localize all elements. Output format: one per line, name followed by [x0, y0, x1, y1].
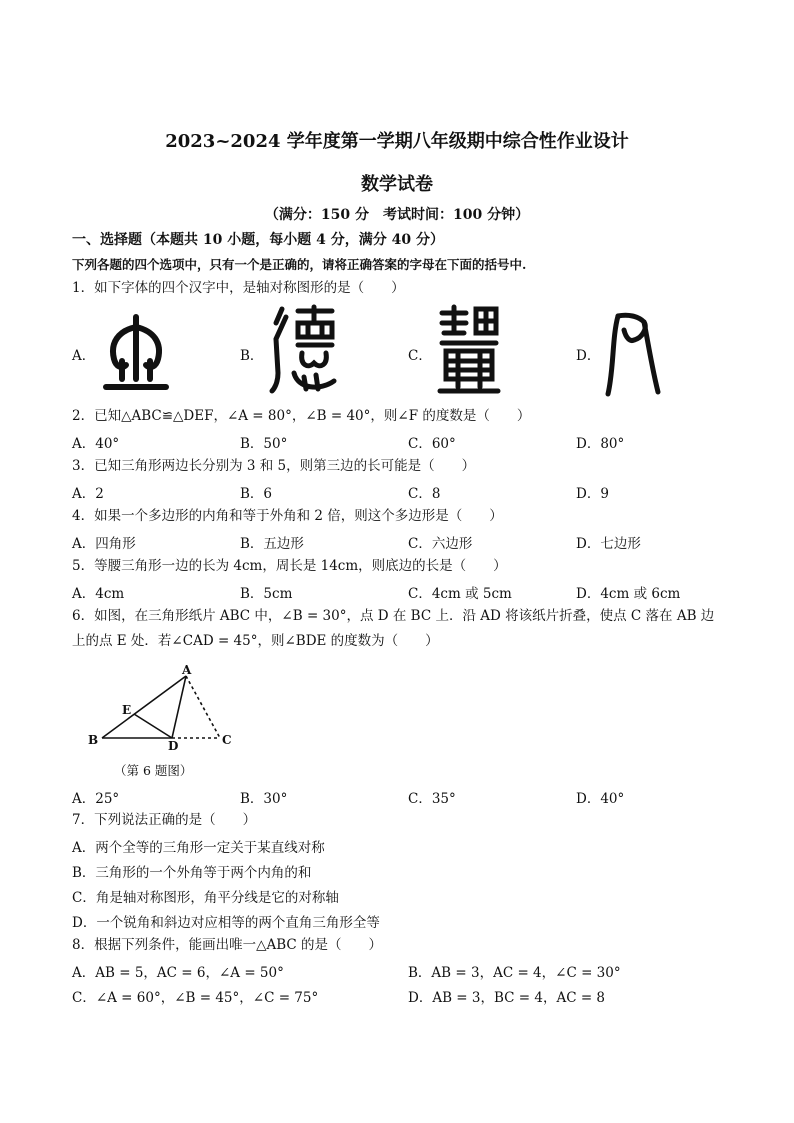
question-5-option-d[interactable]: D．4cm 或 6cm: [576, 586, 681, 602]
figure-label-d: D: [168, 739, 179, 752]
question-3-option-d[interactable]: D．9: [576, 486, 609, 502]
question-1-option-d[interactable]: D．: [576, 348, 601, 364]
question-8-option-b[interactable]: B．AB = 3，AC = 4，∠C = 30°: [408, 965, 621, 981]
question-1-option-b[interactable]: B．: [240, 348, 264, 364]
question-2-option-a[interactable]: A．40°: [72, 436, 120, 452]
question-2-option-b[interactable]: B．50°: [240, 436, 288, 452]
paper-subtitle: 数学试卷: [361, 174, 433, 195]
question-2-option-c[interactable]: C．60°: [408, 436, 456, 452]
figure-label-e: E: [122, 703, 132, 717]
question-4-option-d[interactable]: D．七边形: [576, 536, 641, 552]
question-2-stem: 2．已知△ABC≌△DEF，∠A = 80°，∠B = 40°，则∠F 的度数是（ ）: [72, 408, 531, 424]
question-1-option-c[interactable]: C．: [408, 348, 432, 364]
seal-glyph-a-image: [100, 313, 172, 395]
seal-glyph-c-image: [436, 303, 502, 395]
paper-title: 2023~2024 学年度第一学期八年级期中综合性作业设计: [165, 131, 629, 152]
question-3-option-b[interactable]: B．6: [240, 486, 273, 502]
question-7-option-d[interactable]: D．一个锐角和斜边对应相等的两个直角三角形全等: [72, 915, 380, 931]
question-6-option-c[interactable]: C．35°: [408, 791, 456, 807]
section-heading: 一、选择题（本题共 10 小题，每小题 4 分，满分 40 分）: [72, 232, 444, 248]
figure-label-a: A: [182, 663, 192, 677]
question-6-stem-line-2: 上的点 E 处．若∠CAD = 45°，则∠BDE 的度数为（ ）: [72, 633, 439, 649]
question-4-option-a[interactable]: A．四角形: [72, 536, 136, 552]
question-6-option-d[interactable]: D．40°: [576, 791, 625, 807]
question-8-option-c[interactable]: C．∠A = 60°，∠B = 45°，∠C = 75°: [72, 990, 319, 1006]
seal-glyph-b-image: [268, 303, 340, 395]
question-3-stem: 3．已知三角形两边长分别为 3 和 5，则第三边的长可能是（ ）: [72, 458, 476, 474]
question-8-option-a[interactable]: A．AB = 5，AC = 6，∠A = 50°: [72, 965, 284, 981]
section-instruction: 下列各题的四个选项中，只有一个是正确的，请将正确答案的字母在下面的括号中.: [72, 257, 527, 272]
question-6-option-a[interactable]: A．25°: [72, 791, 120, 807]
question-5-option-b[interactable]: B．5cm: [240, 586, 293, 602]
question-3-option-a[interactable]: A．2: [72, 486, 104, 502]
question-4-option-b[interactable]: B．五边形: [240, 536, 304, 552]
paper-info: （满分：150 分 考试时间：100 分钟）: [264, 207, 530, 223]
question-6-stem-line-1: 6．如图，在三角形纸片 ABC 中，∠B = 30°，点 D 在 BC 上．沿 AD 将该纸片折叠，使点 C 落在 AB 边: [72, 608, 715, 624]
question-2-option-d[interactable]: D．80°: [576, 436, 625, 452]
question-5-option-a[interactable]: A．4cm: [72, 586, 125, 602]
question-4-option-c[interactable]: C．六边形: [408, 536, 473, 552]
question-5-stem: 5．等腰三角形一边的长为 4cm，周长是 14cm，则底边的长是（ ）: [72, 558, 507, 574]
question-1-option-a[interactable]: A．: [72, 348, 96, 364]
figure-label-b: B: [88, 733, 99, 747]
question-3-option-c[interactable]: C．8: [408, 486, 441, 502]
question-6-figure-caption: （第 6 题图）: [114, 763, 193, 778]
question-7-option-c[interactable]: C．角是轴对称图形，角平分线是它的对称轴: [72, 890, 339, 906]
question-7-option-b[interactable]: B．三角形的一个外角等于两个内角的和: [72, 865, 312, 881]
question-7-option-a[interactable]: A．两个全等的三角形一定关于某直线对称: [72, 840, 325, 856]
question-5-option-c[interactable]: C．4cm 或 5cm: [408, 586, 512, 602]
question-8-option-d[interactable]: D．AB = 3，BC = 4，AC = 8: [408, 990, 606, 1006]
question-6-figure: [84, 662, 244, 752]
figure-label-c: C: [222, 733, 232, 747]
question-4-stem: 4．如果一个多边形的内角和等于外角和 2 倍，则这个多边形是（ ）: [72, 508, 503, 524]
question-7-stem: 7．下列说法正确的是（ ）: [72, 812, 257, 828]
question-1-stem: 1．如下字体的四个汉字中，是轴对称图形的是（ ）: [72, 280, 405, 296]
seal-glyph-d-image: [604, 308, 664, 400]
question-6-option-b[interactable]: B．30°: [240, 791, 288, 807]
question-8-stem: 8．根据下列条件，能画出唯一△ABC 的是（ ）: [72, 937, 383, 953]
